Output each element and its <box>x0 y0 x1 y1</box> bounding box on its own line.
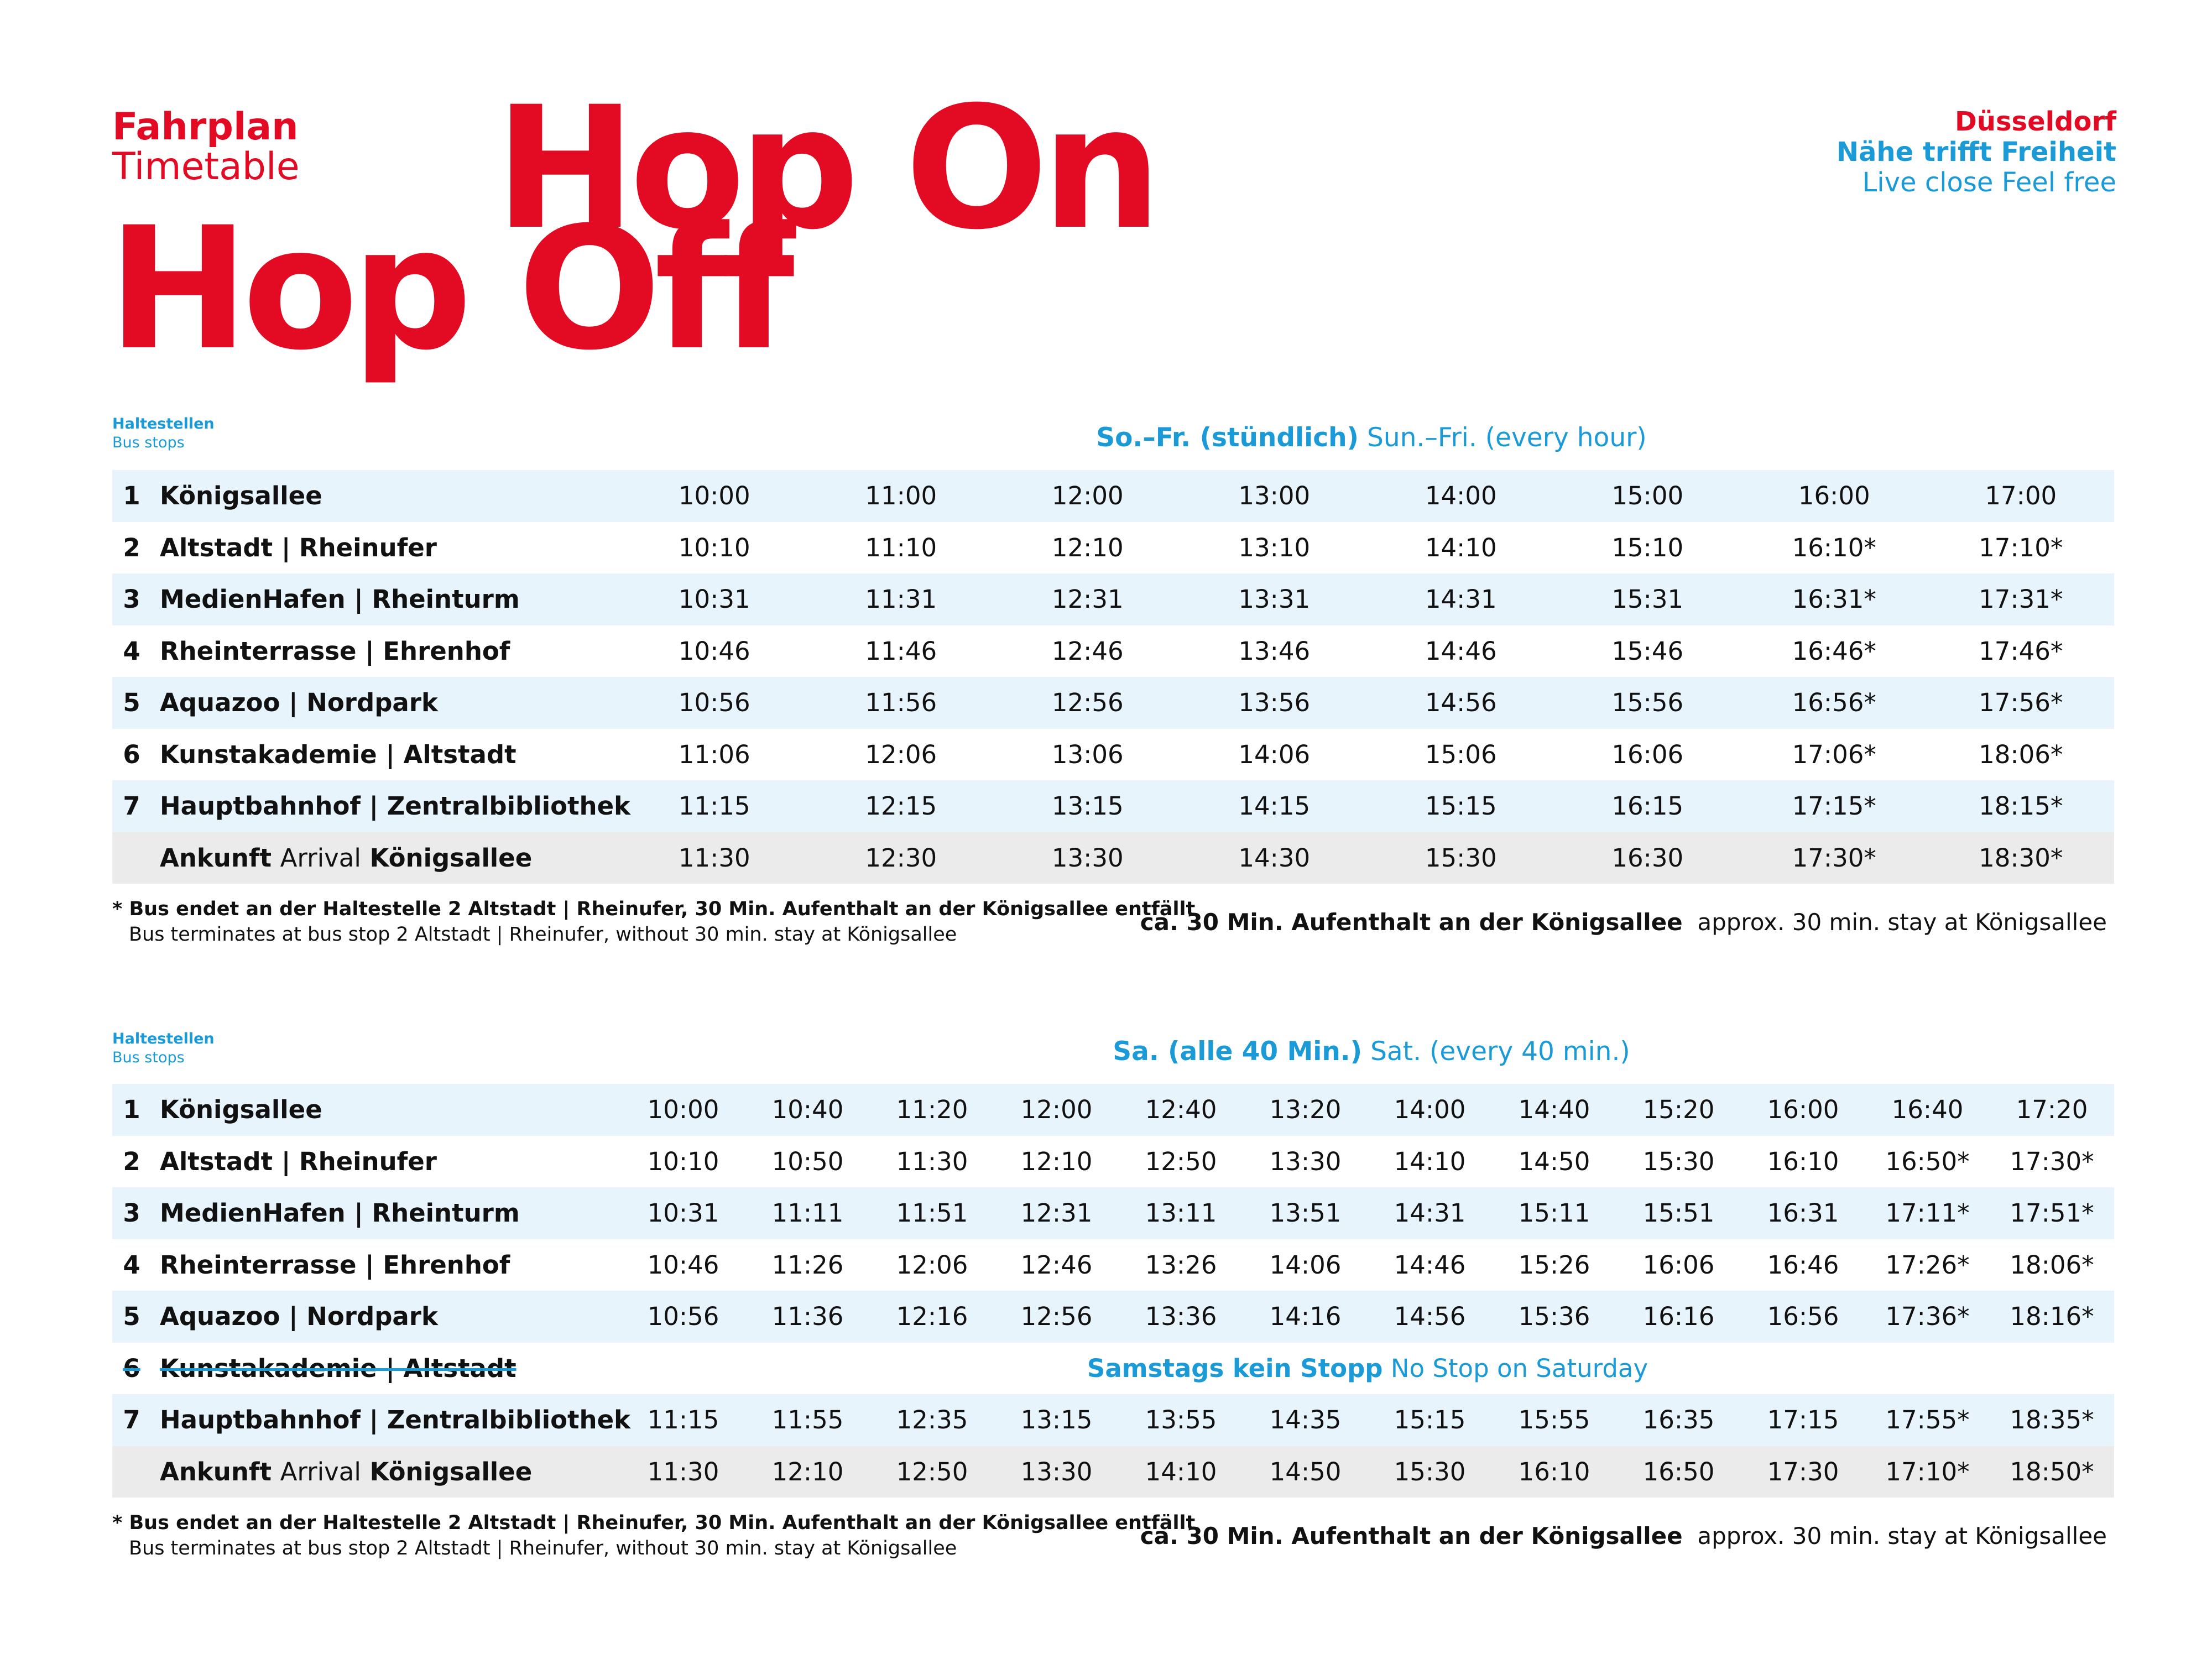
departure-time: 18:06* <box>1990 1239 2114 1291</box>
departure-time: 14:31 <box>1368 573 1554 625</box>
heading-fahrplan: Fahrplan <box>112 105 299 149</box>
departure-time: 14:15 <box>1181 780 1368 832</box>
arrival-time: 17:30* <box>1741 832 1928 884</box>
arrival-time: 14:50 <box>1243 1446 1368 1498</box>
stop-name: Rheinterrasse | Ehrenhof <box>151 625 621 677</box>
departure-time: 14:56 <box>1368 677 1554 729</box>
table-row <box>112 1394 2114 1446</box>
departure-time: 14:10 <box>1368 522 1554 574</box>
footnote-english: Bus terminates at bus stop 2 Altstadt | Rheinufer, without 30 min. stay at Königsallee <box>129 924 957 946</box>
departure-time: 17:26* <box>1865 1239 1990 1291</box>
departure-time: 12:16 <box>870 1291 994 1343</box>
stop-name: Aquazoo | Nordpark <box>151 677 621 729</box>
departure-time: 11:46 <box>808 625 995 677</box>
arrival-time: 14:10 <box>1119 1446 1243 1498</box>
departure-time: 17:31* <box>1928 573 2115 625</box>
departure-time: 12:15 <box>808 780 995 832</box>
departure-time: 15:51 <box>1616 1187 1741 1239</box>
stops-label-en: Bus stops <box>112 1049 185 1066</box>
stops-label-saturday <box>112 1030 215 1067</box>
schedule-title-en: Sun.–Fri. (every hour) <box>1366 422 1647 453</box>
departure-time: 12:06 <box>808 729 995 781</box>
departure-time: 16:10* <box>1741 522 1928 574</box>
table-row <box>112 1136 2114 1188</box>
departure-time: 14:31 <box>1368 1187 1492 1239</box>
stop-name: Hauptbahnhof | Zentralbibliothek <box>151 1394 621 1446</box>
departure-time: 12:46 <box>994 625 1181 677</box>
stop-number: 1 <box>112 1084 151 1136</box>
arrival-spacer <box>112 1446 151 1498</box>
table-row <box>112 1239 2114 1291</box>
departure-time: 14:06 <box>1243 1239 1368 1291</box>
title-hop-off: Hop Off <box>108 191 788 387</box>
schedule-title-saturday <box>653 1035 2090 1068</box>
departure-time: 11:31 <box>808 573 995 625</box>
departure-time: 12:06 <box>870 1239 994 1291</box>
arrival-label <box>151 832 621 884</box>
arrival-time: 15:30 <box>1368 832 1554 884</box>
departure-time: 15:26 <box>1492 1239 1616 1291</box>
departure-time: 13:26 <box>1119 1239 1243 1291</box>
stop-name: Altstadt | Rheinufer <box>151 1136 621 1188</box>
departure-time: 16:16 <box>1616 1291 1741 1343</box>
departure-time: 15:10 <box>1554 522 1741 574</box>
title-hop-on: Hop On <box>495 70 1155 267</box>
departure-time: 17:36* <box>1865 1291 1990 1343</box>
departure-time: 10:56 <box>621 677 808 729</box>
departure-time: 14:00 <box>1368 1084 1492 1136</box>
city-name: Düsseldorf <box>1954 106 2116 137</box>
stop-number: 3 <box>112 1187 151 1239</box>
departure-time: 14:10 <box>1368 1136 1492 1188</box>
departure-time: 11:51 <box>870 1187 994 1239</box>
stop-name <box>151 1343 621 1395</box>
departure-time: 10:40 <box>745 1084 870 1136</box>
departure-time: 17:20 <box>1990 1084 2114 1136</box>
departure-time: 13:11 <box>1119 1187 1243 1239</box>
schedule-title-de: Sa. (alle 40 Min.) <box>1113 1036 1363 1067</box>
departure-time: 16:56* <box>1741 677 1928 729</box>
departure-time: 11:10 <box>808 522 995 574</box>
no-stop-note-en: No Stop on Saturday <box>1390 1353 1648 1383</box>
arrival-spacer <box>112 832 151 884</box>
stay-note-weekday <box>1140 908 2107 937</box>
arrival-time: 13:30 <box>994 1446 1119 1498</box>
footnote-english: Bus terminates at bus stop 2 Altstadt | Rheinufer, without 30 min. stay at Königsallee <box>129 1537 957 1559</box>
claim-german: Nähe trifft Freiheit <box>1836 137 2116 168</box>
departure-time: 13:31 <box>1181 573 1368 625</box>
heading-timetable: Timetable <box>112 145 300 189</box>
stops-label-de: Haltestellen <box>112 415 215 432</box>
stop-number: 7 <box>112 1394 151 1446</box>
arrival-label-de: Ankunft <box>160 843 272 873</box>
departure-time: 12:35 <box>870 1394 994 1446</box>
departure-time: 15:00 <box>1554 470 1741 522</box>
arrival-time: 17:10* <box>1865 1446 1990 1498</box>
arrival-stop: Königsallee <box>369 1457 533 1486</box>
departure-time: 13:00 <box>1181 470 1368 522</box>
stay-note-saturday <box>1140 1522 2107 1551</box>
departure-time: 17:15 <box>1741 1394 1865 1446</box>
stay-note-de: ca. 30 Min. Aufenthalt an der Königsallee <box>1140 1522 1683 1550</box>
departure-time: 12:31 <box>994 1187 1119 1239</box>
departure-time: 12:56 <box>994 677 1181 729</box>
departure-time: 17:51* <box>1990 1187 2114 1239</box>
table-row <box>112 729 2114 781</box>
departure-time: 14:00 <box>1368 470 1554 522</box>
departure-time: 14:46 <box>1368 1239 1492 1291</box>
departure-time: 11:00 <box>808 470 995 522</box>
arrival-time: 11:30 <box>621 832 808 884</box>
stop-number: 3 <box>112 573 151 625</box>
departure-time: 11:15 <box>621 780 808 832</box>
stop-number: 1 <box>112 470 151 522</box>
departure-time: 15:30 <box>1616 1136 1741 1188</box>
stop-name: Königsallee <box>151 1084 621 1136</box>
departure-time: 16:40 <box>1865 1084 1990 1136</box>
arrival-time: 16:10 <box>1492 1446 1616 1498</box>
stay-note-en: approx. 30 min. stay at Königsallee <box>1697 1522 2107 1550</box>
arrival-stop: Königsallee <box>369 843 533 873</box>
stop-number: 2 <box>112 1136 151 1188</box>
departure-time: 15:55 <box>1492 1394 1616 1446</box>
departure-time: 10:56 <box>621 1291 745 1343</box>
departure-time: 12:00 <box>994 470 1181 522</box>
departure-time: 17:46* <box>1928 625 2115 677</box>
departure-time: 14:06 <box>1181 729 1368 781</box>
departure-time: 13:15 <box>994 1394 1119 1446</box>
claim-english: Live close Feel free <box>1862 167 2116 198</box>
departure-time: 13:36 <box>1119 1291 1243 1343</box>
arrival-label-en: Arrival <box>280 1457 361 1486</box>
departure-time: 12:46 <box>994 1239 1119 1291</box>
stop-number <box>112 1343 151 1395</box>
departure-time: 15:11 <box>1492 1187 1616 1239</box>
weekday-timetable <box>112 470 2114 884</box>
departure-time: 12:56 <box>994 1291 1119 1343</box>
departure-time: 17:11* <box>1865 1187 1990 1239</box>
departure-time: 13:56 <box>1181 677 1368 729</box>
departure-time: 16:06 <box>1554 729 1741 781</box>
departure-time: 11:15 <box>621 1394 745 1446</box>
arrival-time: 16:30 <box>1554 832 1741 884</box>
stop-number: 5 <box>112 1291 151 1343</box>
table-row <box>112 522 2114 574</box>
departure-time: 14:16 <box>1243 1291 1368 1343</box>
departure-time: 16:46* <box>1741 625 1928 677</box>
table-row <box>112 677 2114 729</box>
table-row <box>112 470 2114 522</box>
departure-time: 10:10 <box>621 522 808 574</box>
departure-time: 14:46 <box>1368 625 1554 677</box>
departure-time: 10:46 <box>621 625 808 677</box>
departure-time: 16:15 <box>1554 780 1741 832</box>
departure-time: 14:40 <box>1492 1084 1616 1136</box>
stay-note-en: approx. 30 min. stay at Königsallee <box>1697 909 2107 936</box>
departure-time: 13:55 <box>1119 1394 1243 1446</box>
stop-number-struck: 6 <box>123 1353 140 1383</box>
arrival-time: 15:30 <box>1368 1446 1492 1498</box>
stop-name-struck: Kunstakademie | Altstadt <box>160 1353 517 1383</box>
departure-time: 11:55 <box>745 1394 870 1446</box>
departure-time: 10:00 <box>621 470 808 522</box>
departure-time: 14:50 <box>1492 1136 1616 1188</box>
departure-time: 12:40 <box>1119 1084 1243 1136</box>
departure-time: 11:06 <box>621 729 808 781</box>
stop-name: Rheinterrasse | Ehrenhof <box>151 1239 621 1291</box>
departure-time: 10:50 <box>745 1136 870 1188</box>
footnote-german: * Bus endet an der Haltestelle 2 Altstadt | Rheinufer, 30 Min. Aufenthalt an der Königsallee entfällt <box>112 1512 1196 1534</box>
saturday-timetable <box>112 1084 2114 1498</box>
departure-time: 11:56 <box>808 677 995 729</box>
departure-time: 16:00 <box>1741 470 1928 522</box>
departure-time: 15:46 <box>1554 625 1741 677</box>
stop-name: Altstadt | Rheinufer <box>151 522 621 574</box>
departure-time: 17:55* <box>1865 1394 1990 1446</box>
departure-time: 16:06 <box>1616 1239 1741 1291</box>
departure-time: 16:00 <box>1741 1084 1865 1136</box>
stop-number: 4 <box>112 1239 151 1291</box>
arrival-time: 18:30* <box>1928 832 2115 884</box>
arrival-label-de: Ankunft <box>160 1457 272 1486</box>
departure-time: 11:26 <box>745 1239 870 1291</box>
departure-time: 13:51 <box>1243 1187 1368 1239</box>
stop-name: Hauptbahnhof | Zentralbibliothek <box>151 780 621 832</box>
departure-time: 13:10 <box>1181 522 1368 574</box>
stop-name: Aquazoo | Nordpark <box>151 1291 621 1343</box>
departure-time: 17:10* <box>1928 522 2115 574</box>
departure-time: 18:15* <box>1928 780 2115 832</box>
departure-time: 15:15 <box>1368 1394 1492 1446</box>
departure-time: 17:06* <box>1741 729 1928 781</box>
departure-time: 17:56* <box>1928 677 2115 729</box>
departure-time: 11:11 <box>745 1187 870 1239</box>
no-stop-note-de: Samstags kein Stopp <box>1087 1353 1383 1383</box>
stops-label-weekday <box>112 415 215 452</box>
departure-time: 10:10 <box>621 1136 745 1188</box>
departure-time: 16:56 <box>1741 1291 1865 1343</box>
departure-time: 14:56 <box>1368 1291 1492 1343</box>
stop-name: MedienHafen | Rheinturm <box>151 573 621 625</box>
departure-time: 11:36 <box>745 1291 870 1343</box>
schedule-title-en: Sat. (every 40 min.) <box>1370 1036 1630 1067</box>
departure-time: 16:35 <box>1616 1394 1741 1446</box>
stops-label-en: Bus stops <box>112 434 185 451</box>
departure-time: 17:30* <box>1990 1136 2114 1188</box>
departure-time: 10:31 <box>621 573 808 625</box>
arrival-time: 13:30 <box>994 832 1181 884</box>
departure-time: 12:31 <box>994 573 1181 625</box>
arrival-label-en: Arrival <box>280 843 361 873</box>
stop-number: 7 <box>112 780 151 832</box>
departure-time: 10:31 <box>621 1187 745 1239</box>
arrival-time: 12:10 <box>745 1446 870 1498</box>
stop-number: 6 <box>112 729 151 781</box>
departure-time: 15:36 <box>1492 1291 1616 1343</box>
arrival-time: 12:50 <box>870 1446 994 1498</box>
no-stop-note <box>621 1343 2114 1395</box>
stop-number: 2 <box>112 522 151 574</box>
arrival-time: 12:30 <box>808 832 995 884</box>
departure-time: 18:35* <box>1990 1394 2114 1446</box>
departure-time: 12:10 <box>994 1136 1119 1188</box>
departure-time: 15:56 <box>1554 677 1741 729</box>
table-row <box>112 625 2114 677</box>
table-row-no-stop <box>112 1343 2114 1395</box>
departure-time: 12:00 <box>994 1084 1119 1136</box>
arrival-label <box>151 1446 621 1498</box>
departure-time: 13:15 <box>994 780 1181 832</box>
stops-label-de: Haltestellen <box>112 1030 215 1047</box>
departure-time: 11:30 <box>870 1136 994 1188</box>
footnote-german: * Bus endet an der Haltestelle 2 Altstadt | Rheinufer, 30 Min. Aufenthalt an der Königsallee entfällt <box>112 898 1196 920</box>
table-row <box>112 573 2114 625</box>
departure-time: 15:06 <box>1368 729 1554 781</box>
departure-time: 15:15 <box>1368 780 1554 832</box>
departure-time: 13:06 <box>994 729 1181 781</box>
departure-time: 10:00 <box>621 1084 745 1136</box>
arrival-time: 18:50* <box>1990 1446 2114 1498</box>
arrival-time: 14:30 <box>1181 832 1368 884</box>
stop-name: Kunstakademie | Altstadt <box>151 729 621 781</box>
departure-time: 16:31* <box>1741 573 1928 625</box>
departure-time: 13:30 <box>1243 1136 1368 1188</box>
departure-time: 18:16* <box>1990 1291 2114 1343</box>
arrival-time: 16:50 <box>1616 1446 1741 1498</box>
stay-note-de: ca. 30 Min. Aufenthalt an der Königsallee <box>1140 909 1683 936</box>
departure-time: 12:10 <box>994 522 1181 574</box>
stop-number: 4 <box>112 625 151 677</box>
arrival-time: 11:30 <box>621 1446 745 1498</box>
departure-time: 16:50* <box>1865 1136 1990 1188</box>
arrival-row <box>112 1446 2114 1498</box>
departure-time: 16:10 <box>1741 1136 1865 1188</box>
arrival-row <box>112 832 2114 884</box>
departure-time: 13:46 <box>1181 625 1368 677</box>
departure-time: 18:06* <box>1928 729 2115 781</box>
departure-time: 14:35 <box>1243 1394 1368 1446</box>
table-row <box>112 1291 2114 1343</box>
table-row <box>112 1187 2114 1239</box>
table-row <box>112 780 2114 832</box>
departure-time: 11:20 <box>870 1084 994 1136</box>
schedule-title-weekday <box>653 421 2090 455</box>
departure-time: 16:31 <box>1741 1187 1865 1239</box>
schedule-title-de: So.–Fr. (stündlich) <box>1096 422 1359 453</box>
table-row <box>112 1084 2114 1136</box>
stop-name: Königsallee <box>151 470 621 522</box>
stop-name: MedienHafen | Rheinturm <box>151 1187 621 1239</box>
departure-time: 17:00 <box>1928 470 2115 522</box>
stop-number: 5 <box>112 677 151 729</box>
departure-time: 12:50 <box>1119 1136 1243 1188</box>
arrival-time: 17:30 <box>1741 1446 1865 1498</box>
departure-time: 15:20 <box>1616 1084 1741 1136</box>
departure-time: 10:46 <box>621 1239 745 1291</box>
departure-time: 16:46 <box>1741 1239 1865 1291</box>
departure-time: 17:15* <box>1741 780 1928 832</box>
departure-time: 13:20 <box>1243 1084 1368 1136</box>
departure-time: 15:31 <box>1554 573 1741 625</box>
